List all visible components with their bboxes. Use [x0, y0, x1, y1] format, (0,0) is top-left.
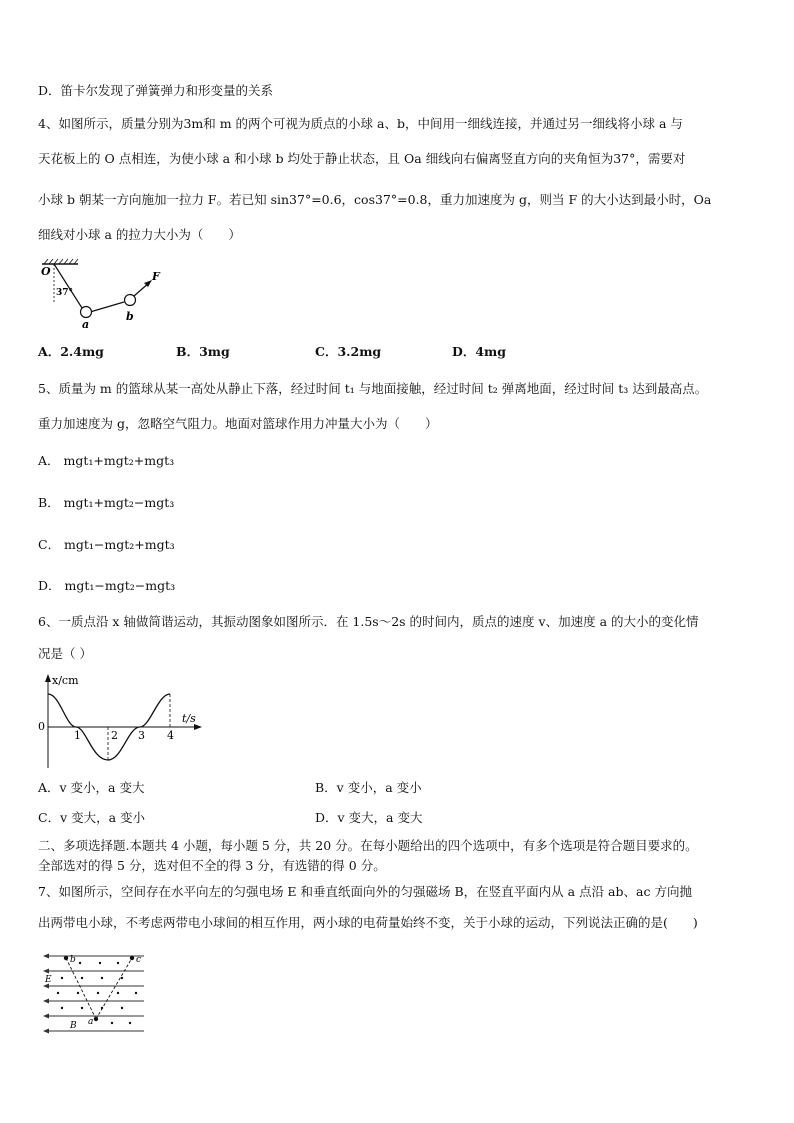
origin-label: 0	[38, 720, 45, 733]
label-b: b	[126, 310, 134, 323]
q5-option-a: A． mgt₁+mgt₂+mgt₃	[38, 453, 175, 468]
q4-option-c: C．3.2mg	[315, 344, 382, 359]
section2-line-2: 全部选对的得 5 分，选对但不全的得 3 分，有选错的得 0 分。	[38, 858, 386, 873]
q7-figure	[40, 948, 146, 1034]
label-e: E	[45, 975, 52, 985]
q6-option-b: B．v 变小，a 变小	[315, 780, 422, 795]
label-o: O	[41, 265, 51, 278]
q4-stem-line-2: 天花板上的 O 点相连，为使小球 a 和小球 b 均处于静止状态，且 Oa 细线向右偏离竖直方向的夹角恒为37°，需要对	[38, 151, 686, 166]
q6-option-d: D．v 变大，a 变大	[315, 810, 423, 825]
q4-option-d: D．4mg	[452, 344, 507, 359]
q5-option-b: B． mgt₁+mgt₂−mgt₃	[38, 495, 175, 510]
y-axis-arrow	[45, 674, 51, 682]
path-ab	[66, 958, 96, 1019]
label-c: c	[136, 955, 142, 965]
q6-option-a: A．v 变小，a 变大	[38, 780, 145, 795]
q4-figure	[38, 258, 178, 330]
q3-option-d: D．笛卡尔发现了弹簧弹力和形变量的关系	[38, 83, 274, 98]
q6-graph	[36, 672, 206, 772]
string-ab	[90, 302, 124, 312]
q6-stem-line-1: 6、一质点沿 x 轴做简谐运动，其振动图象如图所示．在 1.5s～2s 的时间内，质点的速度 v、加速度 a 的大小的变化情	[38, 614, 699, 629]
x-axis-label: t/s	[182, 712, 196, 725]
ball-a	[81, 307, 92, 318]
tick-2: 2	[111, 729, 118, 742]
q5-option-c: C． mgt₁−mgt₂+mgt₃	[38, 537, 175, 552]
label-b: b	[70, 955, 76, 965]
label-field-b: B	[70, 1021, 77, 1031]
tick-4: 4	[167, 729, 174, 742]
q7-stem-line-1: 7、如图所示，空间存在水平向左的匀强电场 E 和垂直纸面向外的匀强磁场 B，在竖直平面内从 a 点沿 ab、ac 方向抛	[38, 884, 692, 899]
ball-b	[64, 956, 68, 960]
q4-stem-line-4: 细线对小球 a 的拉力大小为（ ）	[38, 227, 241, 242]
q7-stem-line-2: 出两带电小球，不考虑两带电小球间的相互作用，两小球的电荷量始终不变，关于小球的运动，下列说法正确的是( )	[38, 915, 698, 930]
q4-option-a: A．2.4mg	[38, 344, 104, 359]
label-f: F	[152, 270, 160, 283]
q5-stem-line-2: 重力加速度为 g，忽略空气阻力。地面对篮球作用力冲量大小为（ ）	[38, 416, 438, 431]
q5-stem-line-1: 5、质量为 m 的篮球从某一高处从静止下落，经过时间 t₁ 与地面接触，经过时间 t₂ 弹离地面，经过时间 t₃ 达到最高点。	[38, 381, 708, 396]
path-ac	[96, 958, 132, 1019]
tick-1: 1	[74, 729, 81, 742]
field-arrowheads	[43, 954, 49, 1034]
section2-line-1: 二、多项选择题.本题共 4 小题，每小题 5 分，共 20 分。在每小题给出的四个选项中，有多个选项是符合题目要求的。	[38, 838, 698, 853]
q4-stem-line-1: 4、如图所示，质量分别为3m和 m 的两个可视为质点的小球 a、b，中间用一细线连接，并通过另一细线将小球 a 与	[38, 116, 683, 131]
ball-c	[130, 956, 134, 960]
q5-option-d: D． mgt₁−mgt₂−mgt₃	[38, 578, 176, 593]
q4-stem-line-3: 小球 b 朝某一方向施加一拉力 F。若已知 sin37°=0.6，cos37°=0.8，重力加速度为 g，则当 F 的大小达到最小时，Oa	[38, 192, 712, 207]
point-a	[94, 1017, 98, 1021]
y-axis-label: x/cm	[52, 674, 79, 687]
q6-option-c: C．v 变大，a 变小	[38, 810, 146, 825]
q4-option-b: B．3mg	[176, 344, 230, 359]
label-angle: 37°	[56, 288, 74, 298]
tick-3: 3	[138, 729, 145, 742]
label-a: a	[88, 1017, 94, 1027]
q6-stem-line-2: 况是（ ）	[38, 646, 92, 661]
ball-b	[125, 295, 136, 306]
string-oa	[54, 264, 82, 308]
label-a: a	[82, 318, 90, 330]
